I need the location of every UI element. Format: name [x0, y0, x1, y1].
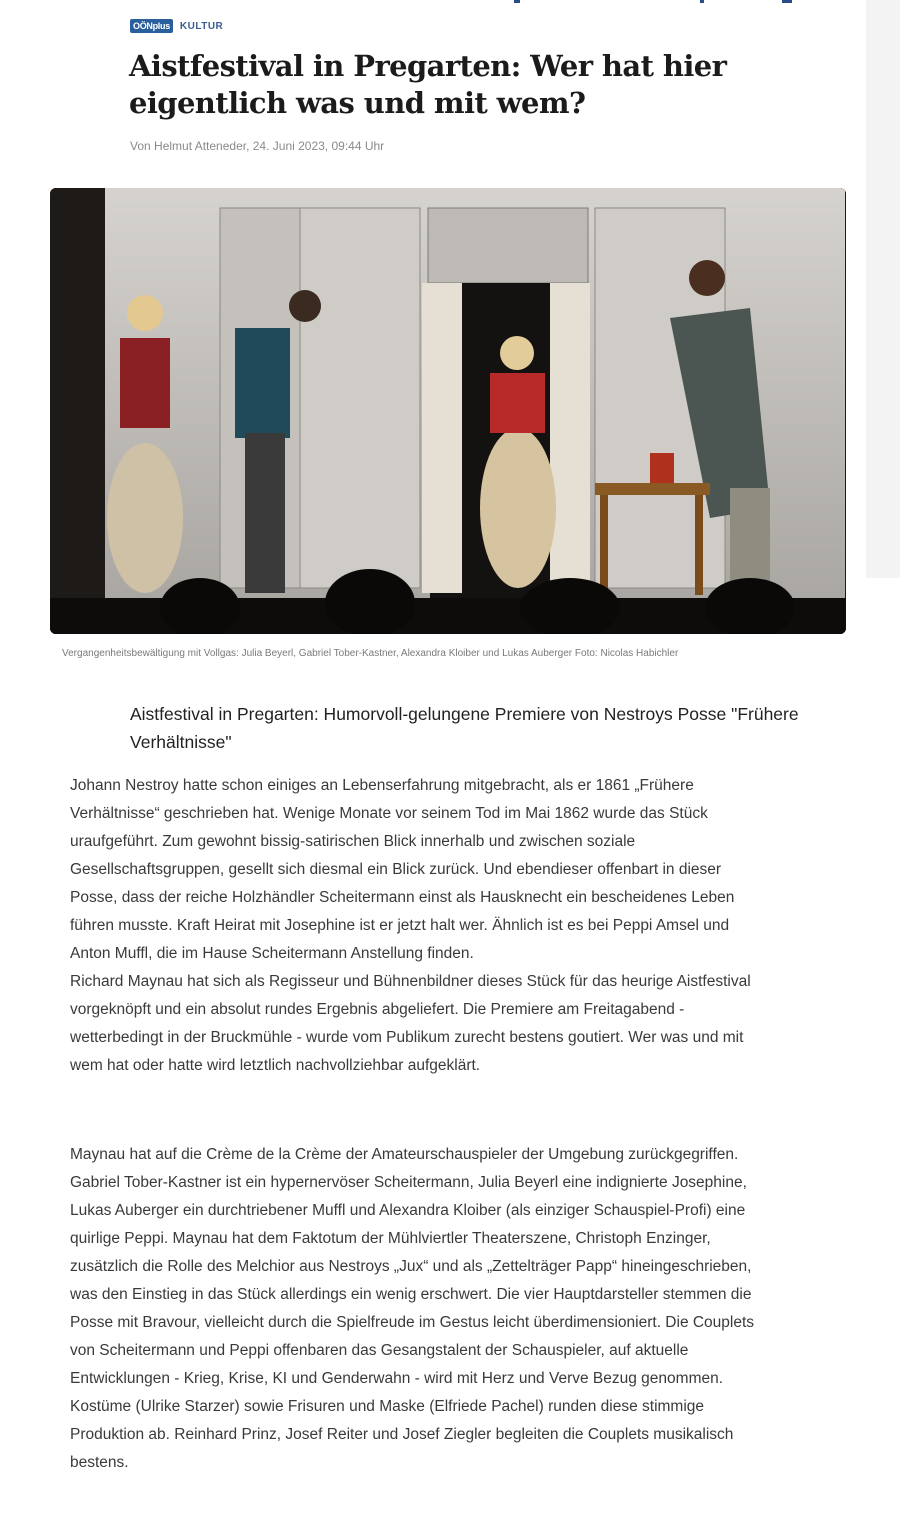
- paragraph-line: zusätzlich die Rolle des Melchior aus Nestroys „Jux“ und als „Zettelträger Papp“ hineingeschrieben,: [70, 1258, 752, 1275]
- paragraph-line: führen musste. Kraft Heirat mit Josephine ist er jetzt halt wer. Ähnlich ist es bei Peppi Amsel und: [70, 917, 730, 934]
- article-paragraph-2: [70, 1141, 850, 1477]
- paragraph-line: Gabriel Tober-Kastner ist ein hypernervöser Scheitermann, Julia Beyerl eine indignierte Josephine,: [70, 1174, 747, 1191]
- paragraph-line: Verhältnisse“ geschrieben hat. Wenige Monate vor seinem Tod im Mai 1862 wurde das Stück: [70, 805, 708, 822]
- photo-caption: Vergangenheitsbewältigung mit Vollgas: Julia Beyerl, Gabriel Tober-Kastner, Alexandra Kloiber und Lukas Auberger Foto: Nicolas Habichler: [62, 648, 679, 659]
- category-link[interactable]: KULTUR: [179, 20, 224, 32]
- paragraph-line: Kostüme (Ulrike Starzer) sowie Frisuren und Maske (Elfriede Pachel) runden diese stimmige: [70, 1398, 705, 1415]
- paragraph-line: Maynau hat auf die Crème de la Crème der Amateurschauspieler der Umgebung zurückgegriffen.: [70, 1146, 739, 1163]
- article-kicker: [130, 19, 223, 33]
- paragraph-line: Posse mit Bravour, vielleicht durch die Spielfreude im Gestus leicht überdimensioniert. Die Couplets: [70, 1314, 755, 1331]
- paragraph-line: wetterbedingt in der Bruckmühle - wurde vom Publikum zurecht bestens goutiert. Wer was und mit: [70, 1029, 744, 1046]
- nav-remnant: [500, 0, 800, 4]
- paragraph-line: Produktion ab. Reinhard Prinz, Josef Reiter und Josef Ziegler begleiten die Couplets musikalisch: [70, 1426, 734, 1443]
- paragraph-line: Gesellschaftsgruppen, gesellt sich diesmal ein Blick zurück. Und ebendieser offenbart in dieser: [70, 861, 722, 878]
- paragraph-line: Lukas Auberger ein durchtriebener Muffl und Alexandra Kloiber (als einziger Schauspiel-Profi) eine: [70, 1202, 746, 1219]
- paragraph-line: Anton Muffl, die im Hause Scheitermann Anstellung finden.: [70, 945, 474, 962]
- article-paragraph-1: [70, 772, 850, 1080]
- paragraph-line: wem hat oder hatte wird letztlich nachvollziehbar aufgeklärt.: [70, 1057, 481, 1074]
- article-subheading: Aistfestival in Pregarten: Humorvoll-gelungene Premiere von Nestroys Posse "Frühere Verhältnisse": [130, 704, 799, 752]
- paragraph-line: von Scheitermann und Peppi offenbaren das Gesangstalent der Schauspieler, auf aktuelle: [70, 1342, 689, 1359]
- stage-photo-image: [50, 188, 846, 634]
- paragraph-line: Posse, dass der reiche Holzhändler Scheitermann einst als Hausknecht ein bescheidenes Leben: [70, 889, 735, 906]
- paragraph-line: quirlige Peppi. Maynau hat dem Faktotum der Mühlviertler Theaterszene, Christoph Enzinger,: [70, 1230, 711, 1247]
- paragraph-line: uraufgeführt. Zum gewohnt bissig-satirischen Blick innerhalb und zwischen soziale: [70, 833, 636, 850]
- paragraph-line: bestens.: [70, 1454, 129, 1471]
- article-byline: Von Helmut Atteneder, 24. Juni 2023, 09:44 Uhr: [130, 139, 385, 153]
- page-side-background: [866, 0, 900, 578]
- paragraph-line: Johann Nestroy hatte schon einiges an Lebenserfahrung mitgebracht, als er 1861 „Frühere: [70, 777, 694, 794]
- paragraph-line: Entwicklungen - Krieg, Krise, KI und Genderwahn - wird mit Herz und Verve Bezug genommen.: [70, 1370, 724, 1387]
- oonplus-badge: OÖNplus: [130, 19, 173, 33]
- paragraph-line: was den Einstieg in das Stück allerdings ein wenig erschwert. Die vier Hauptdarsteller stemmen die: [70, 1286, 752, 1303]
- article-title: Aistfestival in Pregarten: Wer hat hier eigentlich was und mit wem?: [129, 49, 727, 120]
- article-photo[interactable]: [50, 188, 846, 634]
- paragraph-line: Richard Maynau hat sich als Regisseur und Bühnenbildner dieses Stück für das heurige Aistfestival: [70, 973, 751, 990]
- paragraph-line: vorgeknöpft und ein absolut rundes Ergebnis abgeliefert. Die Premiere am Freitagabend -: [70, 1001, 685, 1018]
